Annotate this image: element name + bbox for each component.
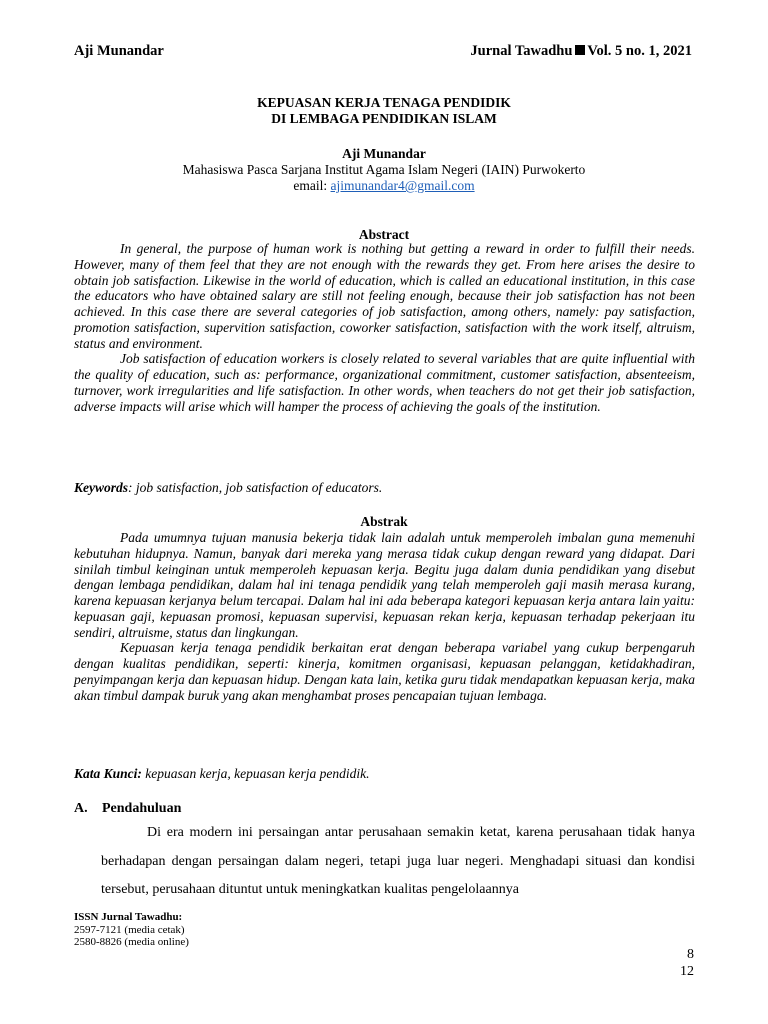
body-paragraph: Di era modern ini persaingan antar perusahaan semakin ketat, karena perusahaan tidak hanya berhadapan dengan persaingan dalam negeri, tetapi juga luar negeri. Menghadapi situasi dan kondisi tersebut, perusahaan dituntut untuk meningkatkan kualitas pengelolaannya [101,825,695,897]
section-title: Pendahuluan [102,801,182,816]
abstrak-paragraph: Kepuasan kerja tenaga pendidik berkaitan erat dengan beberapa variabel yang cukup berpengaruh dengan kualitas pendidikan, seperti: kinerja, komitmen organisasi, kepuasan pelanggan, ketidakhadiran, penyimpangan kerja dan kepuasan hidup. Dengan kata lain, ketika guru tidak mendapatkan kepuasan kerja, maka akan timbul dampak buruk yang akan menghambat proses pencapaian tujuan lembaga. [74,640,695,703]
page-mark: 8 [687,947,694,962]
section-number: A. [74,801,88,816]
journal-volume: Vol. 5 no. 1, 2021 [587,43,692,59]
author-email-link[interactable]: ajimunandar4@gmail.com [330,178,475,193]
issn-print: 2597-7121 (media cetak) [74,923,185,936]
abstract-heading: Abstract [358,227,410,242]
author-affiliation: Mahasiswa Pasca Sarjana Institut Agama Islam Negeri (IAIN) Purwokerto [182,162,586,177]
issn-online: 2580-8826 (media online) [74,936,189,948]
issn-label: ISSN Jurnal Tawadhu: [74,911,183,923]
section-body [101,819,695,905]
abstrak-paragraph: Pada umumnya tujuan manusia bekerja tidak lain adalah untuk memperoleh imbalan guna memenuhi kebutuhan hidupnya. Namun, banyak dari mereka yang merasa tidak cukup dengan reward yang didapat. Dari sinilah timbul keinginan untuk memperoleh kepuasan kerja. Begitu juga dalam dunia pendidikan yang disebut dengan lembaga pendidikan, dalam hal ini tenaga pendidik yang telah memperoleh gaji masih merasa kurang, karena kepuasan kerjanya belum tercapai. Dalam hal ini ada beberapa kategori kepuasan kerja antara lain yaitu: kepuasan gaji, kepuasan promosi, kepuasan supervisi, kepuasan rekan kerja, kepuasan terhadap pekerjaan itu sendiri, altruisme, status dan lingkungan. [74,530,695,640]
issn-footer [74,911,189,949]
author-block [0,146,768,194]
journal-name: Jurnal Tawadhu [470,43,573,59]
running-header-journal [470,43,692,60]
running-header-author: Aji Munandar [74,43,164,59]
author-email-line [0,178,768,194]
kata-kunci-text: kepuasan kerja, kepuasan kerja pendidik. [141,766,370,781]
author-name: Aji Munandar [342,146,426,161]
email-label: email: [293,178,328,193]
abstrak-heading: Abstrak [360,514,408,529]
title-line-1: KEPUASAN KERJA TENAGA PENDIDIK [257,95,511,110]
page-number-block [680,946,694,980]
keywords-label: Keywords [74,480,128,495]
kata-kunci-label: Kata Kunci: [74,766,142,781]
abstract-english [74,241,695,414]
page-number: 12 [680,964,694,979]
keywords-text: : job satisfaction, job satisfaction of educators. [128,480,383,495]
abstract-paragraph: Job satisfaction of education workers is closely related to several variables that are quite influential with the quality of education, such as: performance, organizational commitment, customer satisfaction, absenteeism, turnover, work irregularities and life satisfaction. In other words, when teachers do not get their job satisfaction, adverse impacts will arise which will hamper the process of achieving the goals of the institution. [74,351,695,414]
kata-kunci-line [74,766,695,782]
article-title [0,95,768,127]
section-heading [74,801,181,817]
keywords-line [74,480,695,496]
square-bullet-icon [575,45,585,55]
abstract-indonesian [74,530,695,703]
title-line-2: DI LEMBAGA PENDIDIKAN ISLAM [271,111,497,126]
abstract-paragraph: In general, the purpose of human work is nothing but getting a reward in order to fulfill their needs. However, many of them feel that they are not enough with the rewards they get. From here arises the desire to obtain job satisfaction. Likewise in the world of education, which is called an educational institution, in this case the educators who have obtained salary are still not feeling enough, because their job satisfaction has not been achieved. In this case there are several categories of job satisfaction, among others, namely: pay satisfaction, promotion satisfaction, supervition satisfaction, coworker satisfaction, satisfaction with the work itself, altruism, status and environment. [74,241,695,351]
